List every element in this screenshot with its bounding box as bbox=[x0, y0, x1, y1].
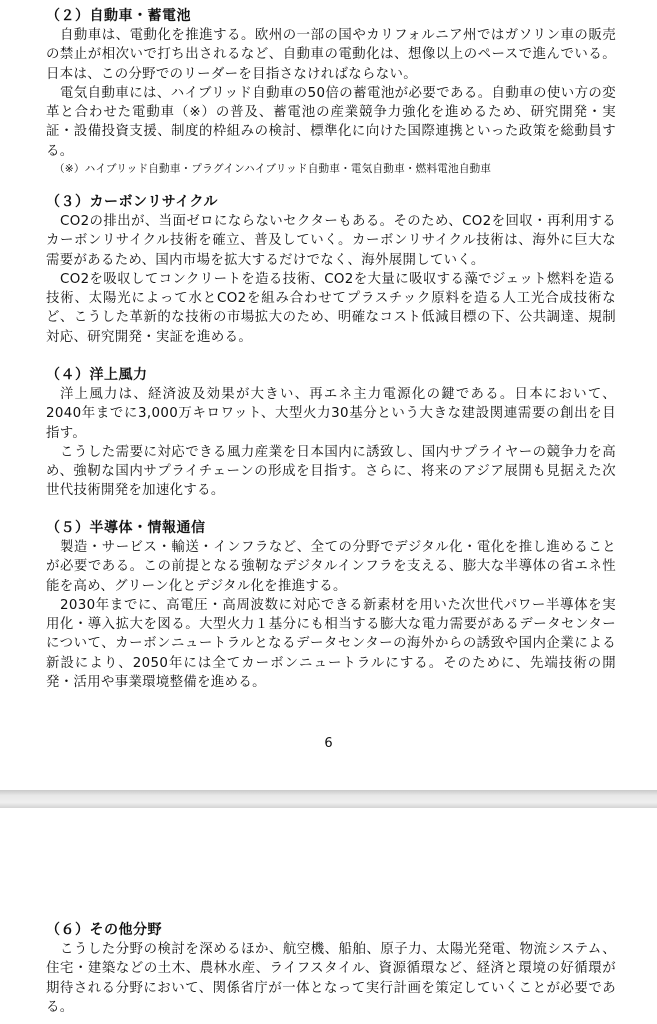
page-number: 6 bbox=[324, 736, 333, 751]
section-heading: （５）半導体・情報通信 bbox=[46, 520, 206, 536]
footnote: （※）ハイブリッド自動車・プラグインハイブリッド自動車・電気自動車・燃料電池自動車 bbox=[54, 163, 492, 176]
section-heading: （６）その他分野 bbox=[46, 922, 162, 938]
paragraph: 電気自動車には、ハイブリッド自動車の50倍の蓄電池が必要である。自動車の使い方の変革と合わせた電動車（※）の普及、蓄電池の産業競争力強化を進めるため、研究開発・実証・設備投資支援、制度的枠組みの検討、標準化に向けた国際連携といった政策を総動員する。 bbox=[46, 85, 616, 159]
document-page-2 bbox=[0, 808, 657, 1024]
section-carbon-recycle bbox=[46, 192, 616, 347]
paragraph: 自動車は、電動化を推進する。欧州の一部の国やカリフォルニア州ではガソリン車の販売の禁止が相次いで打ち出されるなど、自動車の電動化は、想像以上のペースで進んでいる。日本は、この分野でのリーダーを目指さなければならない。 bbox=[46, 28, 616, 82]
section-semiconductor-ict bbox=[46, 518, 616, 692]
paragraph: こうした分野の検討を深めるほか、航空機、船舶、原子力、太陽光発電、物流システム、住宅・建築などの土木、農林水産、ライフスタイル、資源循環など、経済と環境の好循環が期待される分野において、関係省庁が一体となって実行計画を策定していくことが必要である。 bbox=[46, 942, 616, 1015]
section-offshore-wind bbox=[46, 365, 616, 501]
paragraph: 製造・サービス・輸送・インフラなど、全ての分野でデジタル化・電化を推し進めることが必要である。この前提となる強靭なデジタルインフラを支える、膨大な半導体の省エネ性能を高め、グリーン化とデジタル化を推進する。 bbox=[46, 540, 616, 594]
page-separator bbox=[0, 790, 657, 808]
paragraph: こうした需要に対応できる風力産業を日本国内に誘致し、国内サプライヤーの競争力を高め、強靭な国内サプライチェーンの形成を目指す。さらに、将来のアジア展開も見据えた次世代技術開発を加速化する。 bbox=[46, 444, 616, 499]
section-other-fields bbox=[46, 920, 616, 1017]
paragraph: 2030年までに、高電圧・高周波数に対応できる新素材を用いた次世代パワー半導体を実用化・導入拡大を図る。大型火力１基分にも相当する膨大な電力需要があるデータセンターについて、カーボンニュートラルとなるデータセンターの海外からの誘致や国内企業による新設により、2050年には全てカーボンニュートラルにする。そのために、先端技術の開発・活用や事業環境整備を進める。 bbox=[46, 597, 616, 691]
paragraph: CO2を吸収してコンクリートを造る技術、CO2を大量に吸収する藻でジェット燃料を造る技術、太陽光によって水とCO2を組み合わせてプラスチック原料を造る人工光合成技術など、こうした革新的な技術の市場拡大のため、明確なコスト低減目標の下、公共調達、規制対応、研究開発・実証を進める。 bbox=[46, 271, 616, 345]
section-heading: （２）自動車・蓄電池 bbox=[46, 8, 191, 24]
paragraph: CO2の排出が、当面ゼロにならないセクターもある。そのため、CO2を回収・再利用するカーボンリサイクル技術を確立、普及していく。カーボンリサイクル技術は、海外に巨大な需要があるため、国内市場を拡大するだけでなく、海外展開していく。 bbox=[46, 214, 616, 268]
section-automobile-battery bbox=[46, 6, 616, 178]
paragraph: 洋上風力は、経済波及効果が大きい、再エネ主力電源化の鍵である。日本において、2040年までに3,000万キロワット、大型火力30基分という大きな建設関連需要の創出を目指す。 bbox=[46, 387, 616, 441]
section-heading: （４）洋上風力 bbox=[46, 367, 148, 383]
section-heading: （３）カーボンリサイクル bbox=[46, 194, 219, 210]
